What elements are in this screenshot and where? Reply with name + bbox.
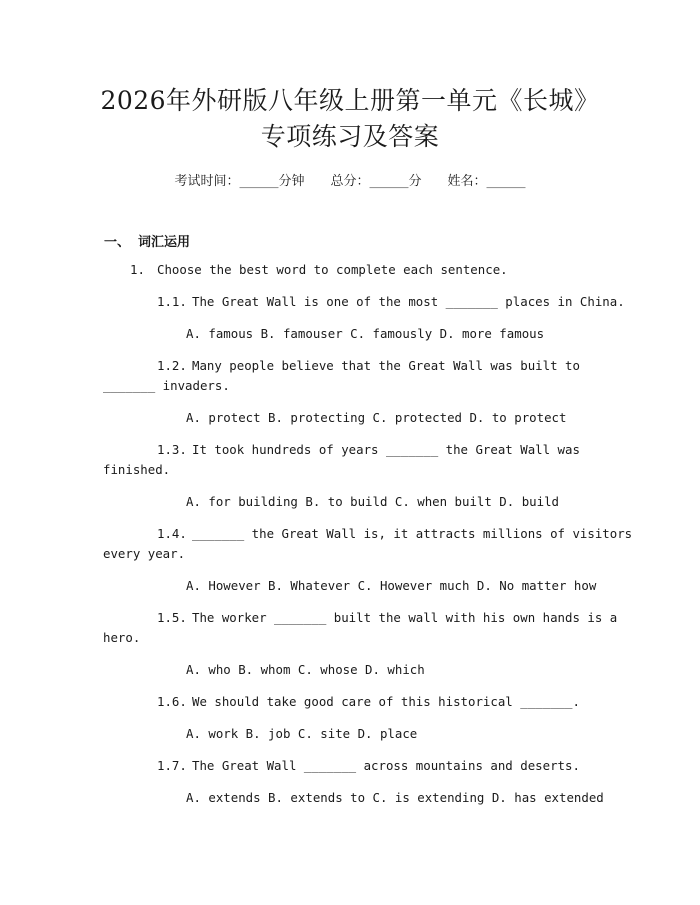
section-heading [104, 231, 190, 250]
item-options: A. However B. Whatever C. However much D. No matter how [186, 578, 597, 593]
item-options: A. famous B. famouser C. famously D. more famous [186, 326, 545, 341]
item-options: A. who B. whom C. whose D. which [186, 662, 425, 677]
item-stem: Many people believe that the Great Wall was built to [192, 358, 580, 373]
item-stem: It took hundreds of years _______ the Great Wall was [192, 442, 580, 457]
item-stem: The Great Wall is one of the most _______ places in China. [192, 294, 625, 309]
item-number: 1.2. [157, 358, 187, 373]
student-name-label: 姓名：______ [447, 174, 526, 189]
section-number: 一、 [104, 235, 131, 250]
item-stem-continued: hero. [103, 630, 141, 645]
item-stem-continued: finished. [103, 462, 171, 477]
item-stem-continued: _______ invaders. [103, 378, 230, 393]
item-number: 1.1. [157, 294, 187, 309]
exam-time-label: 考试时间：______分钟 [174, 174, 305, 189]
item-stem: We should take good care of this historical _______. [192, 694, 580, 709]
item-stem: The Great Wall _______ across mountains and deserts. [192, 758, 580, 773]
item-options: A. protect B. protecting C. protected D. to protect [186, 410, 567, 425]
item-stem-continued: every year. [103, 546, 186, 561]
document-title-line-2: 专项练习及答案 [260, 122, 440, 151]
exam-info-line [0, 170, 700, 189]
question-instruction: Choose the best word to complete each sentence. [157, 262, 508, 277]
item-number: 1.7. [157, 758, 187, 773]
item-number: 1.3. [157, 442, 187, 457]
item-stem: The worker _______ built the wall with his own hands is a [192, 610, 618, 625]
total-score-label: 总分：______分 [330, 174, 422, 189]
item-number: 1.5. [157, 610, 187, 625]
section-title: 词汇运用 [138, 235, 191, 250]
question-number: 1. [130, 262, 145, 277]
item-number: 1.6. [157, 694, 187, 709]
item-options: A. extends B. extends to C. is extending D. has extended [186, 790, 604, 805]
item-options: A. work B. job C. site D. place [186, 726, 418, 741]
item-stem: _______ the Great Wall is, it attracts millions of visitors [192, 526, 633, 541]
item-number: 1.4. [157, 526, 187, 541]
document-title-line-1: 2026年外研版八年级上册第一单元《长城》 [100, 86, 600, 115]
item-options: A. for building B. to build C. when built D. build [186, 494, 559, 509]
